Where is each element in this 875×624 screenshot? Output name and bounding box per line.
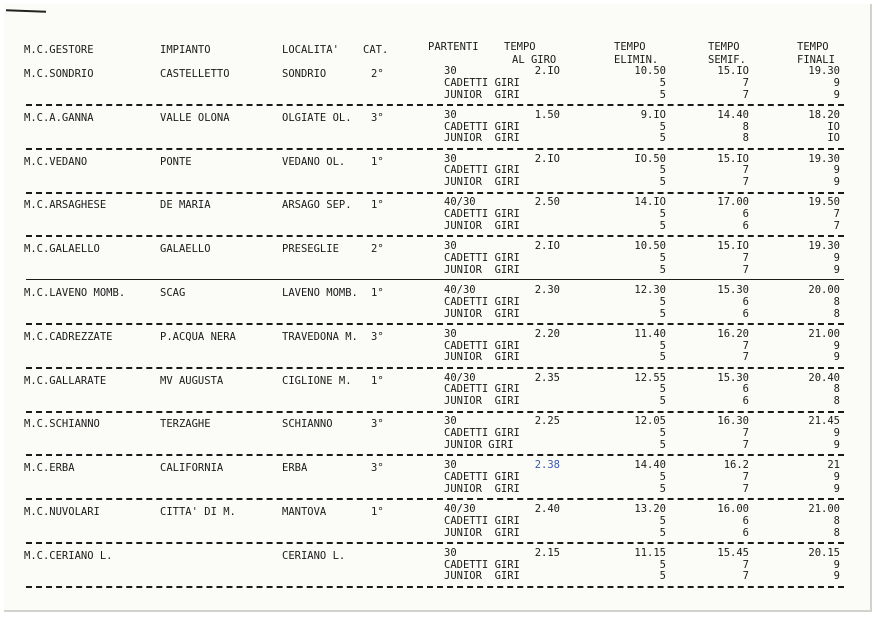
cell-cat: 1° bbox=[371, 374, 384, 387]
cell-semif: 7 bbox=[742, 88, 749, 101]
cell-partenti: 30 bbox=[444, 459, 457, 472]
cell-semif: 6 bbox=[742, 395, 749, 408]
cell-finali: 9 bbox=[833, 176, 840, 189]
cell-gestore: M.C.SONDRIO bbox=[24, 68, 94, 80]
cell-impianto: MV AUGUSTA bbox=[160, 374, 224, 387]
cell-semif: 16.00 bbox=[717, 503, 749, 515]
cell-giro: 2.IO bbox=[534, 65, 560, 77]
cell-elim: 5 bbox=[659, 295, 666, 308]
cell-semif: 7 bbox=[742, 482, 749, 495]
cell-finali: 21 bbox=[827, 459, 840, 472]
cell-semif: 15.30 bbox=[717, 371, 749, 384]
cell-finali: 8 bbox=[833, 514, 840, 527]
cell-localita: VEDANO OL. bbox=[282, 155, 346, 168]
cell-partenti: 30 bbox=[444, 415, 457, 428]
cell-semif: 16.2 bbox=[723, 459, 749, 472]
cell-semif: 17.00 bbox=[717, 196, 749, 209]
row-separator bbox=[26, 192, 844, 194]
cell-semif: 7 bbox=[742, 263, 749, 276]
cell-partenti: JUNIOR GIRI bbox=[444, 482, 520, 495]
cell-cat: 1° bbox=[371, 506, 384, 518]
cell-elim: 5 bbox=[659, 514, 666, 527]
cell-semif: 6 bbox=[742, 295, 749, 308]
cell-gestore: M.C.A.GANNA bbox=[24, 111, 94, 124]
cell-cat: 3° bbox=[371, 418, 384, 431]
cell-finali: 9 bbox=[833, 482, 840, 495]
cell-localita: ARSAGO SEP. bbox=[282, 199, 352, 212]
cell-semif: 15.30 bbox=[717, 284, 749, 296]
cell-partenti: 30 bbox=[444, 240, 457, 253]
row-separator bbox=[26, 279, 844, 280]
cell-partenti: 40/30 bbox=[444, 371, 476, 384]
cell-partenti: CADETTI GIRI bbox=[444, 558, 520, 571]
cell-finali: 19.30 bbox=[808, 152, 840, 165]
cell-finali: 9 bbox=[833, 252, 840, 264]
cell-semif: 14.40 bbox=[717, 108, 749, 121]
cell-finali: 21.45 bbox=[808, 415, 840, 428]
cell-finali: 21.00 bbox=[808, 327, 840, 340]
cell-semif: 6 bbox=[742, 220, 749, 232]
cell-gestore: M.C.VEDANO bbox=[24, 155, 88, 168]
cell-cat: 3° bbox=[371, 330, 384, 343]
cell-elim: 12.55 bbox=[634, 371, 666, 384]
cell-giro: 2.35 bbox=[534, 371, 560, 384]
cell-finali: 7 bbox=[833, 220, 840, 232]
cell-finali: 9 bbox=[833, 439, 840, 451]
cell-partenti: 30 bbox=[444, 546, 457, 559]
cell-cat: 1° bbox=[371, 199, 384, 212]
cell-elim: 11.40 bbox=[634, 327, 666, 340]
cell-elim: 5 bbox=[659, 176, 666, 189]
header-finali-2: FINALI bbox=[797, 54, 835, 66]
cell-semif: 15.IO bbox=[717, 240, 749, 253]
cell-elim: IO.50 bbox=[634, 152, 666, 165]
cell-cat: 2° bbox=[371, 243, 384, 256]
document-page bbox=[4, 4, 872, 612]
cell-elim: 5 bbox=[659, 570, 666, 583]
cell-giro: 2.15 bbox=[534, 546, 560, 559]
row-separator bbox=[26, 367, 844, 369]
cell-gestore: M.C.SCHIANNO bbox=[24, 418, 100, 431]
cell-semif: 7 bbox=[742, 351, 749, 364]
cell-semif: 6 bbox=[742, 526, 749, 539]
cell-finali: 8 bbox=[833, 395, 840, 408]
header-semif-1: TEMPO bbox=[708, 41, 740, 53]
cell-semif: 7 bbox=[742, 176, 749, 189]
cell-semif: 15.IO bbox=[717, 152, 749, 165]
cell-partenti: CADETTI GIRI bbox=[444, 471, 520, 483]
cell-elim: 13.20 bbox=[634, 503, 666, 515]
cell-partenti: CADETTI GIRI bbox=[444, 339, 520, 352]
ink-mark bbox=[6, 9, 46, 12]
cell-elim: 5 bbox=[659, 164, 666, 177]
cell-gestore: M.C.GALAELLO bbox=[24, 243, 100, 256]
cell-partenti: 30 bbox=[444, 65, 457, 77]
cell-gestore: M.C.CERIANO L. bbox=[24, 549, 113, 562]
cell-semif: 7 bbox=[742, 439, 749, 451]
cell-elim: 5 bbox=[659, 482, 666, 495]
cell-giro: 2.30 bbox=[534, 284, 560, 296]
cell-localita: CERIANO L. bbox=[282, 549, 346, 562]
cell-localita: MANTOVA bbox=[282, 506, 327, 518]
row-separator bbox=[26, 586, 844, 588]
cell-finali: 21.00 bbox=[808, 503, 840, 515]
cell-elim: 5 bbox=[659, 252, 666, 264]
cell-elim: 5 bbox=[659, 351, 666, 364]
cell-partenti: JUNIOR GIRI bbox=[444, 220, 520, 232]
cell-elim: 14.40 bbox=[634, 459, 666, 472]
cell-gestore: M.C.LAVENO MOMB. bbox=[24, 287, 126, 299]
cell-partenti: JUNIOR GIRI bbox=[444, 176, 520, 189]
cell-elim: 5 bbox=[659, 307, 666, 320]
cell-partenti: 40/30 bbox=[444, 503, 476, 515]
header-giro-2: AL GIRO bbox=[512, 54, 557, 66]
cell-elim: 5 bbox=[659, 76, 666, 89]
row-separator bbox=[26, 148, 844, 150]
cell-finali: 20.15 bbox=[808, 546, 840, 559]
cell-impianto: GALAELLO bbox=[160, 243, 211, 256]
cell-partenti: JUNIOR GIRI bbox=[444, 263, 520, 276]
cell-partenti: JUNIOR GIRI bbox=[444, 132, 520, 145]
header-finali-1: TEMPO bbox=[797, 41, 829, 53]
cell-cat: 3° bbox=[371, 462, 384, 475]
cell-finali: 8 bbox=[833, 295, 840, 308]
cell-elim: 5 bbox=[659, 383, 666, 396]
cell-giro: 2.25 bbox=[534, 415, 560, 428]
cell-elim: 12.30 bbox=[634, 284, 666, 296]
cell-gestore: M.C.GALLARATE bbox=[24, 374, 107, 387]
cell-partenti: 30 bbox=[444, 152, 457, 165]
cell-impianto: PONTE bbox=[160, 155, 192, 168]
cell-semif: 6 bbox=[742, 307, 749, 320]
cell-elim: 5 bbox=[659, 427, 666, 440]
header-elim-2: ELIMIN. bbox=[614, 54, 659, 66]
header-gestore: M.C.GESTORE bbox=[24, 44, 94, 56]
cell-finali: 18.20 bbox=[808, 108, 840, 121]
cell-semif: 16.30 bbox=[717, 415, 749, 428]
cell-finali: 9 bbox=[833, 164, 840, 177]
cell-giro: 2.50 bbox=[534, 196, 560, 209]
cell-finali: 20.00 bbox=[808, 284, 840, 296]
cell-impianto: TERZAGHE bbox=[160, 418, 211, 431]
cell-localita: TRAVEDONA M. bbox=[282, 330, 358, 343]
cell-partenti: JUNIOR GIRI bbox=[444, 395, 520, 408]
cell-semif: 7 bbox=[742, 471, 749, 483]
cell-partenti: JUNIOR GIRI bbox=[444, 439, 514, 451]
cell-partenti: 40/30 bbox=[444, 196, 476, 209]
cell-localita: CIGLIONE M. bbox=[282, 374, 352, 387]
cell-finali: 9 bbox=[833, 558, 840, 571]
cell-elim: 10.50 bbox=[634, 240, 666, 253]
cell-partenti: CADETTI GIRI bbox=[444, 427, 520, 440]
cell-giro: 2.IO bbox=[534, 240, 560, 253]
cell-elim: 10.50 bbox=[634, 65, 666, 77]
cell-elim: 5 bbox=[659, 439, 666, 451]
cell-finali: 9 bbox=[833, 471, 840, 483]
cell-localita: OLGIATE OL. bbox=[282, 111, 352, 124]
header-elim-1: TEMPO bbox=[614, 41, 646, 53]
cell-finali: IO bbox=[827, 120, 840, 133]
cell-cat: 2° bbox=[371, 68, 384, 80]
cell-partenti: CADETTI GIRI bbox=[444, 120, 520, 133]
cell-elim: 11.15 bbox=[634, 546, 666, 559]
cell-semif: 6 bbox=[742, 383, 749, 396]
cell-elim: 14.IO bbox=[634, 196, 666, 209]
cell-partenti: JUNIOR GIRI bbox=[444, 570, 520, 583]
cell-localita: PRESEGLIE bbox=[282, 243, 339, 256]
cell-elim: 5 bbox=[659, 558, 666, 571]
cell-semif: 7 bbox=[742, 76, 749, 89]
cell-giro: 2.40 bbox=[534, 503, 560, 515]
row-separator bbox=[26, 323, 844, 325]
header-giro-1: TEMPO bbox=[504, 41, 536, 53]
cell-finali: 9 bbox=[833, 88, 840, 101]
row-separator bbox=[26, 104, 844, 106]
cell-localita: SONDRIO bbox=[282, 68, 327, 80]
cell-impianto: CITTA' DI M. bbox=[160, 506, 236, 518]
cell-elim: 5 bbox=[659, 526, 666, 539]
cell-partenti: JUNIOR GIRI bbox=[444, 526, 520, 539]
cell-finali: 9 bbox=[833, 570, 840, 583]
row-separator bbox=[26, 235, 844, 237]
cell-gestore: M.C.ERBA bbox=[24, 462, 75, 475]
cell-impianto: CALIFORNIA bbox=[160, 462, 224, 475]
cell-elim: 5 bbox=[659, 132, 666, 145]
cell-finali: IO bbox=[827, 132, 840, 145]
cell-gestore: M.C.NUVOLARI bbox=[24, 506, 100, 518]
cell-gestore: M.C.CADREZZATE bbox=[24, 330, 113, 343]
cell-elim: 5 bbox=[659, 208, 666, 221]
cell-partenti: CADETTI GIRI bbox=[444, 164, 520, 177]
cell-finali: 8 bbox=[833, 383, 840, 396]
cell-semif: 15.IO bbox=[717, 65, 749, 77]
cell-partenti: CADETTI GIRI bbox=[444, 295, 520, 308]
cell-finali: 20.40 bbox=[808, 371, 840, 384]
cell-partenti: JUNIOR GIRI bbox=[444, 351, 520, 364]
cell-partenti: 30 bbox=[444, 108, 457, 121]
cell-elim: 5 bbox=[659, 220, 666, 232]
cell-finali: 7 bbox=[833, 208, 840, 221]
cell-impianto: VALLE OLONA bbox=[160, 111, 230, 124]
cell-semif: 8 bbox=[742, 120, 749, 133]
cell-semif: 7 bbox=[742, 570, 749, 583]
cell-partenti: 30 bbox=[444, 327, 457, 340]
row-separator bbox=[26, 542, 844, 544]
cell-cat: 1° bbox=[371, 287, 384, 299]
cell-cat: 3° bbox=[371, 111, 384, 124]
cell-finali: 9 bbox=[833, 339, 840, 352]
cell-semif: 6 bbox=[742, 208, 749, 221]
cell-semif: 6 bbox=[742, 514, 749, 527]
cell-semif: 7 bbox=[742, 252, 749, 264]
cell-finali: 19.50 bbox=[808, 196, 840, 209]
header-cat: CAT. bbox=[363, 44, 389, 56]
cell-impianto: CASTELLETTO bbox=[160, 68, 230, 80]
cell-finali: 8 bbox=[833, 307, 840, 320]
cell-finali: 9 bbox=[833, 76, 840, 89]
cell-cat: 1° bbox=[371, 155, 384, 168]
cell-finali: 9 bbox=[833, 427, 840, 440]
cell-impianto: DE MARIA bbox=[160, 199, 211, 212]
cell-semif: 8 bbox=[742, 132, 749, 145]
cell-elim: 5 bbox=[659, 120, 666, 133]
cell-semif: 16.20 bbox=[717, 327, 749, 340]
cell-semif: 7 bbox=[742, 164, 749, 177]
header-partenti: PARTENTI bbox=[428, 41, 479, 53]
cell-partenti: CADETTI GIRI bbox=[444, 208, 520, 221]
cell-partenti: CADETTI GIRI bbox=[444, 252, 520, 264]
cell-elim: 5 bbox=[659, 263, 666, 276]
cell-semif: 15.45 bbox=[717, 546, 749, 559]
cell-elim: 5 bbox=[659, 339, 666, 352]
cell-localita: LAVENO MOMB. bbox=[282, 287, 358, 299]
cell-finali: 8 bbox=[833, 526, 840, 539]
header-semif-2: SEMIF. bbox=[708, 54, 746, 66]
cell-gestore: M.C.ARSAGHESE bbox=[24, 199, 107, 212]
cell-semif: 7 bbox=[742, 339, 749, 352]
header-impianto: IMPIANTO bbox=[160, 44, 211, 56]
row-separator bbox=[26, 498, 844, 500]
cell-partenti: 40/30 bbox=[444, 284, 476, 296]
row-separator bbox=[26, 454, 844, 456]
header-localita: LOCALITA' bbox=[282, 44, 339, 56]
cell-partenti: CADETTI GIRI bbox=[444, 514, 520, 527]
cell-impianto: P.ACQUA NERA bbox=[160, 330, 236, 343]
cell-localita: ERBA bbox=[282, 462, 308, 475]
cell-partenti: JUNIOR GIRI bbox=[444, 88, 520, 101]
cell-finali: 9 bbox=[833, 263, 840, 276]
cell-finali: 19.30 bbox=[808, 240, 840, 253]
cell-finali: 19.30 bbox=[808, 65, 840, 77]
cell-giro: 2.38 bbox=[534, 459, 560, 472]
cell-giro: 2.IO bbox=[534, 152, 560, 165]
cell-giro: 1.50 bbox=[534, 108, 560, 121]
cell-giro: 2.20 bbox=[534, 327, 560, 340]
cell-finali: 9 bbox=[833, 351, 840, 364]
cell-semif: 7 bbox=[742, 558, 749, 571]
cell-elim: 5 bbox=[659, 471, 666, 483]
cell-elim: 5 bbox=[659, 88, 666, 101]
row-separator bbox=[26, 411, 844, 413]
cell-partenti: JUNIOR GIRI bbox=[444, 307, 520, 320]
cell-elim: 5 bbox=[659, 395, 666, 408]
cell-elim: 9.IO bbox=[640, 108, 666, 121]
cell-impianto: SCAG bbox=[160, 287, 186, 299]
cell-elim: 12.05 bbox=[634, 415, 666, 428]
cell-partenti: CADETTI GIRI bbox=[444, 76, 520, 89]
cell-semif: 7 bbox=[742, 427, 749, 440]
cell-localita: SCHIANNO bbox=[282, 418, 333, 431]
cell-partenti: CADETTI GIRI bbox=[444, 383, 520, 396]
